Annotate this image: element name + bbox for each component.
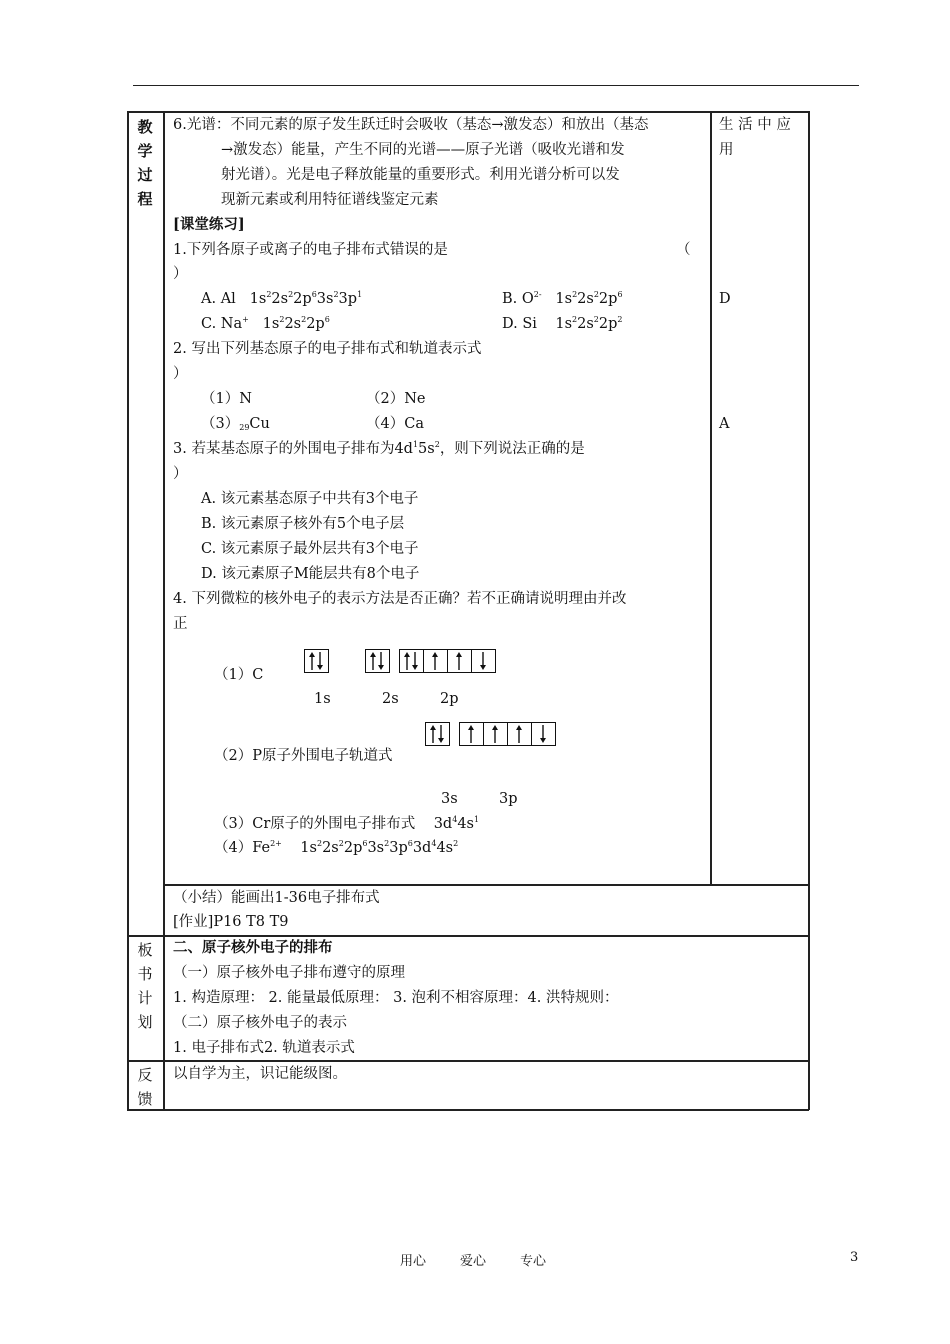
arrow-up-icon (404, 652, 410, 670)
board-line-1: （一）原子核外电子排布遵守的原理 (173, 965, 405, 981)
orbital-cell (460, 723, 484, 745)
arrow-up-icon (468, 725, 474, 743)
q3-option-c: C. 该元素原子最外层共有3个电子 (201, 541, 419, 557)
note-life-application-2: 用 (719, 142, 734, 158)
orbital-3p-box (459, 722, 556, 746)
q2-item-2: （2）Ne (366, 391, 426, 407)
answer-q1: D (719, 291, 731, 307)
label-board-plan: 板 书 计 划 (137, 941, 153, 1031)
board-line-4: 1. 电子排布式2. 轨道表示式 (173, 1040, 355, 1056)
label-3s: 3s (441, 791, 458, 807)
orbital-cell (426, 723, 449, 745)
table-border-bottom (127, 1109, 809, 1111)
q4-item-1-label: （1）C (214, 667, 264, 683)
q2-item-1: （1）N (201, 391, 252, 407)
q3-paren-close: ） (173, 466, 188, 482)
arrow-up-icon (456, 652, 462, 670)
q4-item-2-label: （2）P原子外围电子轨道式 (214, 748, 393, 764)
arrow-down-icon (480, 652, 486, 670)
row-divider-feedback (127, 1060, 809, 1062)
orbital-cell (400, 650, 424, 672)
orbital-2p-box (399, 649, 496, 673)
spectrum-line-2: →激发态）能量，产生不同的光谱——原子光谱（吸收光谱和发 (221, 142, 625, 158)
arrow-down-icon (438, 725, 444, 743)
q2-paren-close: ） (173, 366, 188, 382)
table-border-left (127, 111, 129, 1110)
arrow-down-icon (412, 652, 418, 670)
spectrum-line-1: 6.光谱：不同元素的原子发生跃迁时会吸收（基态→激发态）和放出（基态 (173, 117, 649, 133)
q4-item-3: （3）Cr原子的外围电子排布式 $3d^44s^1$ (214, 815, 480, 832)
note-column-divider (710, 111, 712, 885)
header-rule (133, 85, 859, 86)
table-border-right (808, 111, 810, 1110)
orbital-3s-box (425, 722, 450, 746)
q3-option-a: A. 该元素基态原子中共有3个电子 (201, 491, 419, 507)
arrow-up-icon (309, 652, 315, 670)
arrow-up-icon (516, 725, 522, 743)
arrow-down-icon (540, 725, 546, 743)
orbital-cell (305, 650, 328, 672)
orbital-cell (508, 723, 532, 745)
note-life-application: 生 活 中 应 (719, 117, 791, 133)
orbital-cell (366, 650, 389, 672)
label-column-divider (163, 111, 165, 1110)
q4-stem-line-1: 4. 下列微粒的核外电子的表示方法是否正确？若不正确请说明理由并改 (173, 591, 627, 607)
footer-motto: 用心 爱心 专心 (400, 1254, 547, 1269)
board-line-3: （二）原子核外电子的表示 (173, 1015, 347, 1031)
orbital-cell (424, 650, 448, 672)
label-3p: 3p (499, 791, 518, 807)
feedback-text: 以自学为主，识记能级图。 (173, 1066, 347, 1082)
arrow-up-icon (370, 652, 376, 670)
q1-stem: 1.下列各原子或离子的电子排布式错误的是 (173, 242, 448, 258)
orbital-cell (484, 723, 508, 745)
orbital-cell (532, 723, 555, 745)
label-1s: 1s (314, 691, 331, 707)
arrow-down-icon (317, 652, 323, 670)
q2-item-3: $(3)_{29}Cu$ (201, 416, 270, 432)
q4-stem-line-2: 正 (173, 616, 188, 632)
spectrum-line-4: 现新元素或利用特征谱线鉴定元素 (221, 192, 439, 208)
arrow-up-icon (432, 652, 438, 670)
page-number: 3 (850, 1250, 859, 1265)
answer-q3: A (719, 416, 730, 432)
orbital-cell (472, 650, 495, 672)
orbital-1s-box (304, 649, 329, 673)
arrow-down-icon (378, 652, 384, 670)
table-border-top (127, 111, 809, 113)
orbital-cell (448, 650, 472, 672)
q1-option-b: B. $O^{2-}$ $1s^22s^22p^6$ (502, 290, 623, 307)
board-line-2: 1. 构造原理： 2. 能量最低原理： 3. 泡利不相容原理：4. 洪特规则： (173, 990, 619, 1006)
q1-option-d: D. Si $1s^22s^22p^2$ (502, 315, 623, 332)
q3-stem: 3. 若某基态原子的外围电子排布为$4d^15s^2$，则下列说法正确的是 (173, 440, 585, 457)
arrow-up-icon (430, 725, 436, 743)
label-feedback: 反 馈 (137, 1066, 153, 1108)
q1-paren-open: （ (676, 242, 691, 258)
q1-option-c: C. Na+ $1s^22s^22p^6$ (201, 315, 330, 332)
q1-paren-close: ） (173, 266, 188, 282)
row-divider-board (127, 935, 809, 937)
row-divider-summary (163, 884, 809, 886)
summary-line: （小结）能画出1-36电子排布式 (173, 890, 380, 906)
q3-option-d: D. 该元素原子M能层共有8个电子 (201, 566, 420, 582)
spectrum-line-3: 射光谱）。光是电子释放能量的重要形式。利用光谱分析可以发 (221, 167, 620, 183)
q4-item-4: $(4)Fe^{2+}$ $1s^22s^22p^63s^23p^63d^44s^2$ (214, 839, 459, 856)
orbital-2s-box (365, 649, 390, 673)
label-2p: 2p (440, 691, 459, 707)
arrow-up-icon (492, 725, 498, 743)
practice-heading: [课堂练习] (173, 216, 245, 233)
label-teaching-process: 教 学 过 程 (137, 118, 153, 208)
label-2s: 2s (382, 691, 399, 707)
q2-item-4: （4）Ca (366, 416, 424, 432)
q2-stem: 2. 写出下列基态原子的电子排布式和轨道表示式 (173, 341, 482, 357)
homework-line: [作业]P16 T8 T9 (173, 914, 289, 930)
q3-option-b: B. 该元素原子核外有5个电子层 (201, 516, 405, 532)
board-title: 二、原子核外电子的排布 (173, 939, 333, 956)
q1-option-a: A. Al $1s^22s^22p^63s^23p^1$ (201, 290, 363, 307)
